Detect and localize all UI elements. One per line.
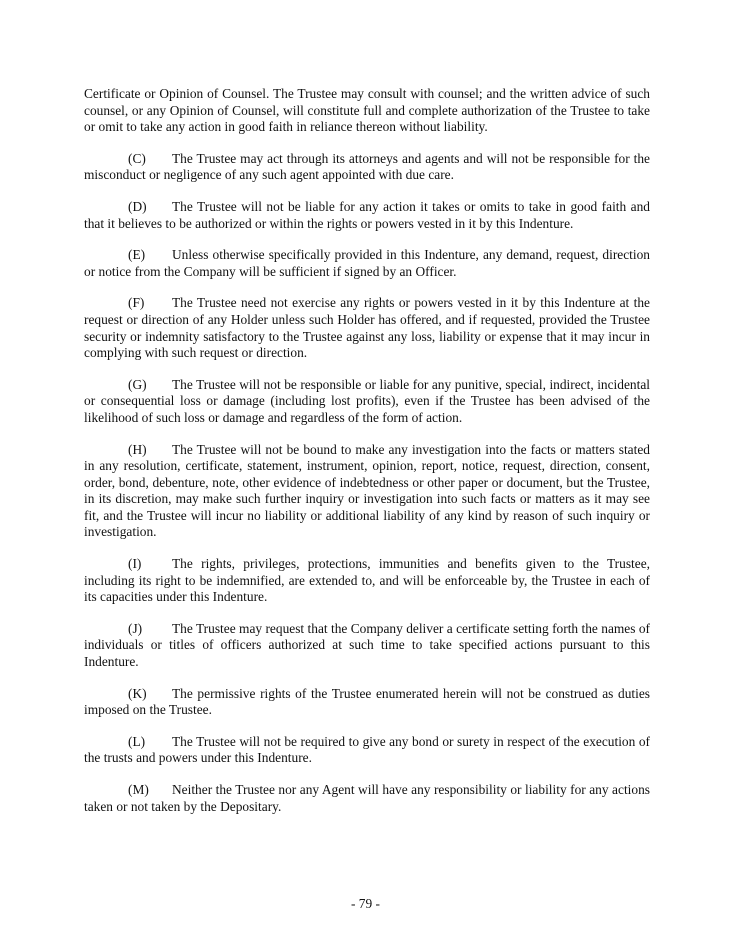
clause-text: The permissive rights of the Trustee enumerated herein will not be construed as duties imposed on the Trustee. [84,685,650,718]
clause-f [84,295,650,361]
clause-text: The Trustee may act through its attorneys and agents and will not be responsible for the misconduct or negligence of any such agent appointed with due care. [84,150,650,183]
clause-label: (F) [128,295,145,311]
clause-label: (D) [128,198,147,214]
clause-k [84,686,650,719]
clause-c [84,151,650,184]
document-body [84,86,650,830]
clause-text: The Trustee will not be bound to make any investigation into the facts or matters stated in any resolution, certificate, statement, instrument, opinion, report, notice, request, direction, consent, order, bond, debenture, note, other evidence of indebtedness or other paper or document, but the Trustee, in its discretion, may make such further inquiry or investigation into such facts or matters as it may see fit, and the Trustee will incur no liability or additional liability of any kind by reason of such inquiry or investigation. [84,441,650,540]
clause-label: (L) [128,733,146,749]
clause-text: Neither the Trustee nor any Agent will have any responsibility or liability for any actions taken or not taken by the Depositary. [84,782,650,814]
page-number: - 79 - [350,896,380,911]
clause-d [84,199,650,232]
clause-l [84,734,650,767]
clause-m [84,782,650,815]
clause-text: The Trustee will not be liable for any action it takes or omits to take in good faith and that it believes to be authorized or within the rights or powers vested in it by this Indenture. [84,198,650,231]
clause-text: Unless otherwise specifically provided in this Indenture, any demand, request, direction or notice from the Company will be sufficient if signed by an Officer. [84,247,650,279]
intro-paragraph: Certificate or Opinion of Counsel. The Trustee may consult with counsel; and the written advice of such counsel, or any Opinion of Counsel, will constitute full and complete authorization of the Trustee to take or omit to take any action in good faith in reliance thereon without liability. [84,86,650,135]
clause-label: (J) [128,620,143,636]
clause-g [84,377,650,427]
clause-label: (G) [128,376,147,392]
clause-label: (E) [128,247,146,263]
clause-label: (C) [128,150,146,166]
clause-label: (K) [128,685,147,701]
clause-text: The Trustee will not be responsible or liable for any punitive, special, indirect, incidental or consequential loss or damage (including lost profits), even if the Trustee has been advised of the likelihood of such loss or damage and regardless of the form of action. [84,376,650,425]
clause-label: (M) [128,782,149,797]
clause-text: The Trustee may request that the Company deliver a certificate setting forth the names of individuals or titles of officers authorized at such time to take specified actions pursuant to this Indenture. [84,620,650,670]
clause-label: (I) [128,556,142,572]
clause-j [84,621,650,671]
clause-text: The Trustee need not exercise any rights or powers vested in it by this Indenture at the request or direction of any Holder unless such Holder has offered, and if requested, provided the Trustee security or indemnity satisfactory to the Trustee against any loss, liability or expense that it may incur in complying with such request or direction. [84,295,650,361]
clause-text: The Trustee will not be required to give any bond or surety in respect of the execution of the trusts and powers under this Indenture. [84,733,650,766]
clause-text: The rights, privileges, protections, immunities and benefits given to the Trustee, including its right to be indemnified, are extended to, and will be enforceable by, the Trustee in each of its capacities under this Indenture. [84,556,650,605]
clause-label: (H) [128,441,147,457]
clause-i [84,556,650,606]
clause-h [84,442,650,542]
clause-e [84,247,650,280]
